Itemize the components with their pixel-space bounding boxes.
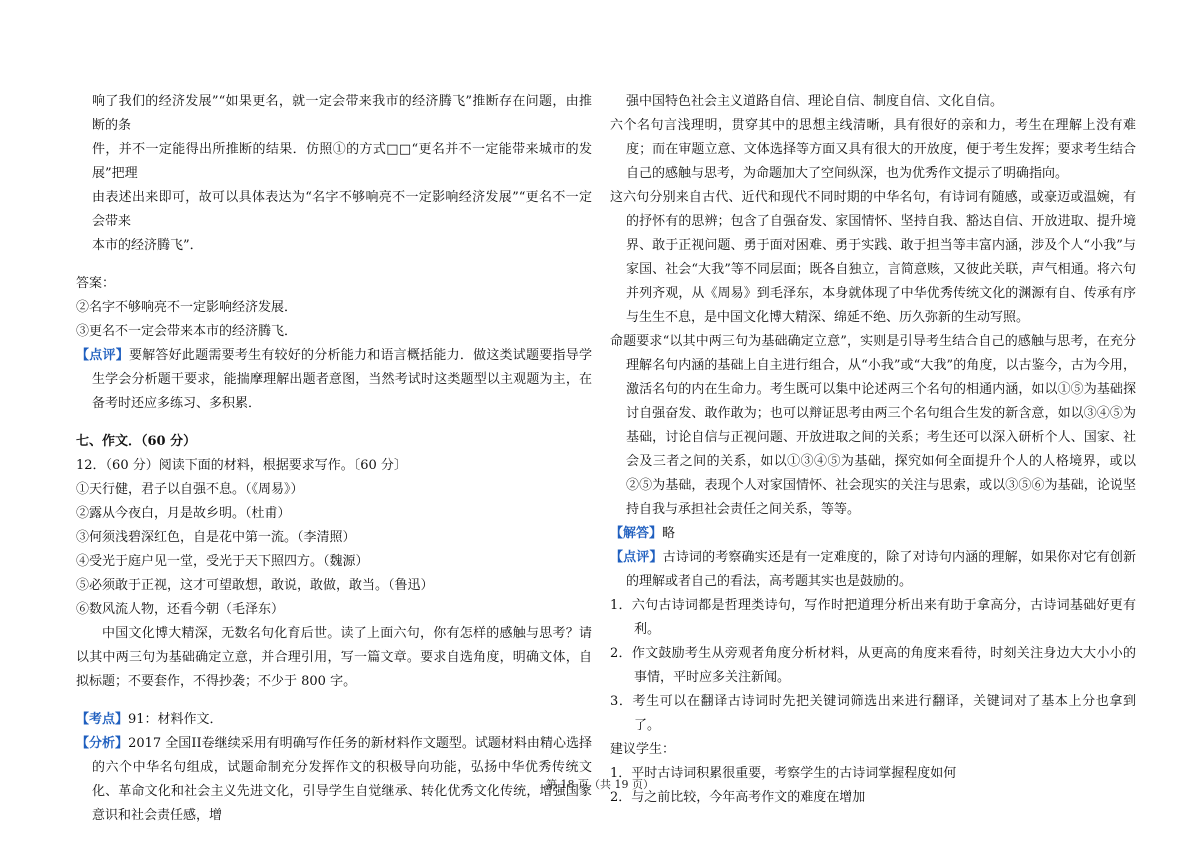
quote-item: ②露从今夜白，月是故乡明。（杜甫） — [76, 506, 291, 521]
advice-item: 1．平时古诗词积累很重要，考察学生的古诗词掌握程度如何 — [610, 766, 957, 781]
fenxi-text: 2017 全国II卷继续采用有明确写作任务的新材料作文题型。试题材料由精心选择的六个中华名句组成，试题命制充分发挥作文的积极导向功能，弘扬中华优秀传统文化、革命文化和社会主义先进文化，引导学生自觉继承、转化优秀文化传统，增强国家意识和社会责任感，增 — [92, 736, 592, 823]
jieda-tag: 【解答】 — [610, 526, 663, 541]
analysis-paragraph: 命题要求“以其中两三句为基础确定立意”，实则是引导考生结合自己的感触与思考，在充分理解名句内涵的基础上自主进行组合，从“小我”或“大我”的角度，以古鉴今，古为今用，激活名句的内在生命力。考生既可以集中论述两三个名句的相通内涵，如以①⑤为基础探讨自强奋发、敢作敢为；也可以辩证思考由两三个名句组合生发的新含意，如以③④⑤为基础，讨论自信与正视问题、开放进取之间的关系；考生还可以深入研析个人、国家、社会及三者之间的关系，如以①③④⑤为基础，探究如何全面提升个人的人格境界，或以②⑤为基础，表现个人对家国情怀、社会现实的关注与思索，或以③⑤⑥为基础，论说坚持自我与承担社会责任之间关系，等等。 — [610, 334, 1136, 517]
writing-prompt: 中国文化博大精深，无数名句化育后世。读了上面六句，你有怎样的感触与思考？请以其中两三句为基础确定立意，并合理引用，写一篇文章。要求自选角度，明确文体，自拟标题；不要套作，不得抄袭；不少于 800 字。 — [76, 626, 592, 689]
jieda-text: 略 — [662, 526, 676, 541]
jieda-paragraph — [610, 522, 1136, 546]
fenxi-tag: 【分析】 — [76, 736, 129, 751]
comment-text: 要解答好此题需要考生有较好的分析能力和语言概括能力．做这类试题要指导学生学会分析题干要求，能揣摩理解出题者意图，当然考试时这类题型以主观题为主，在备考时还应多练习、多积累． — [92, 348, 592, 411]
right-column — [610, 90, 1136, 810]
kaodian-tag: 【考点】 — [76, 712, 129, 727]
left-column — [76, 90, 592, 828]
point-item: 1．六句古诗词都是哲理类诗句，写作时把道理分析出来有助于拿高分，古诗词基础好更有利。 — [610, 598, 1136, 637]
advice-item: 2．与之前比较，今年高考作文的难度在增加 — [610, 790, 866, 805]
quote-item: ①天行健，君子以自强不息。（《周易》） — [76, 482, 304, 497]
page-footer: 第 18 页（共 19 页） — [546, 778, 654, 791]
quote-item: ⑤必须敢于正视，这才可望敢想，敢说，敢做，敢当。（鲁迅） — [76, 578, 434, 593]
kaodian-text: 91：材料作文． — [128, 712, 223, 727]
comment-paragraph — [76, 344, 592, 416]
analysis-paragraph: 这六句分别来自古代、近代和现代不同时期的中华名句，有诗词有随感，或豪迈或温婉，有的抒怀有的思辨；包含了自强奋发、家国情怀、坚持自我、豁达自信、开放进取、提升境界、敢于正视问题、勇于面对困难、勇于实践、敢于担当等丰富内涵，涉及个人“小我”与家国、社会“大我”等不同层面；既各自独立，言简意赅，又彼此关联，声气相通。将六句并列齐观，从《周易》到毛泽东，本身就体现了中华优秀传统文化的渊源有自、传承有序与生生不息，是中国文化博大精深、绵延不绝、历久弥新的生动写照。 — [610, 190, 1136, 325]
answer-item: ③更名不一定会带来本市的经济腾飞． — [76, 324, 298, 339]
dianping-text: 古诗词的考察确实还是有一定难度的，除了对诗句内涵的理解，如果你对它有创新的理解或者自己的看法，高考题其实也是鼓励的。 — [626, 550, 1136, 589]
dianping-tag: 【点评】 — [610, 550, 663, 565]
comment-tag: 【点评】 — [76, 348, 129, 363]
answer-label: 答案： — [76, 276, 116, 291]
fenxi-continued: 强中国特色社会主义道路自信、理论自信、制度自信、文化自信。 — [626, 94, 1004, 109]
point-item: 2．作文鼓励考生从旁观者角度分析材料，从更高的角度来看待，时刻关注身边大大小小的事情，平时应多关注新闻。 — [610, 646, 1136, 685]
analysis-continued: 件，并不一定能得出所推断的结果．仿照①的方式□□“更名并不一定能带来城市的发展”把理 — [92, 142, 592, 181]
dianping-paragraph — [610, 546, 1136, 594]
section-title: 七、作文．（60 分） — [76, 434, 197, 449]
analysis-continued: 响了我们的经济发展”“如果更名，就一定会带来我市的经济腾飞”推断存在问题，由推断的条 — [92, 94, 592, 133]
quote-item: ⑥数风流人物，还看今朝（毛泽东） — [76, 602, 285, 617]
analysis-continued: 本市的经济腾飞”． — [92, 238, 203, 253]
quote-item: ③何须浅碧深红色，自是花中第一流。（李清照） — [76, 530, 356, 545]
analysis-continued: 由表述出来即可，故可以具体表达为“名字不够响亮不一定影响经济发展”“更名不一定会带来 — [92, 190, 592, 229]
analysis-paragraph: 六个名句言浅理明，贯穿其中的思想主线清晰，具有很好的亲和力，考生在理解上没有难度；而在审题立意、文体选择等方面又具有很大的开放度，便于考生发挥；要求考生结合自己的感触与思考，为命题加大了空间纵深，也为优秀作文提示了明确指向。 — [610, 118, 1136, 181]
point-item: 3．考生可以在翻译古诗词时先把关键词筛选出来进行翻译，关键词对了基本上分也拿到了。 — [610, 694, 1136, 733]
answer-item: ②名字不够响亮不一定影响经济发展． — [76, 300, 298, 315]
quote-item: ④受光于庭户见一堂，受光于天下照四方。（魏源） — [76, 554, 369, 569]
question-heading: 12．（60 分）阅读下面的材料，根据要求写作。〔60 分〕 — [76, 458, 407, 473]
advice-label: 建议学生： — [610, 742, 676, 757]
kaodian-paragraph — [76, 708, 592, 732]
